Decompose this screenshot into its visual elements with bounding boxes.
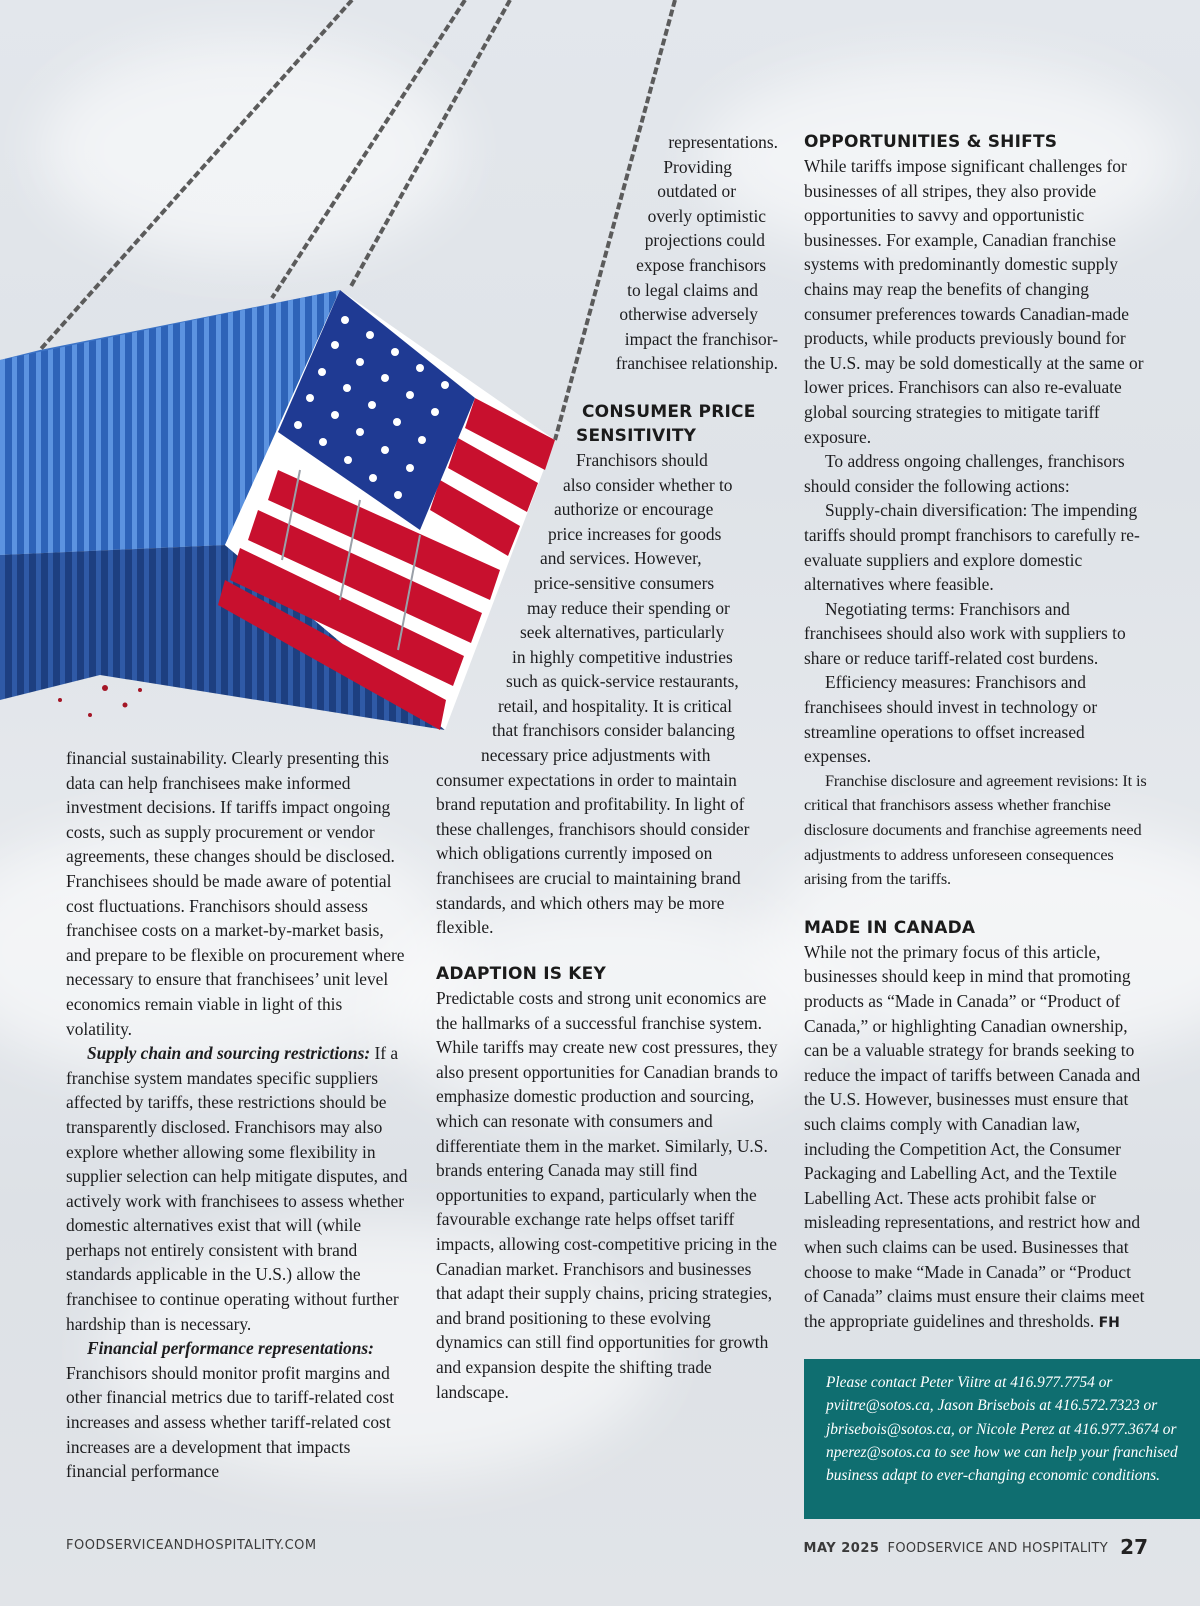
opps-paragraph-4: Negotiating terms: Franchisors and franchisees should also work with suppliers to share or reduce tariff-related cost burdens. xyxy=(804,598,1126,668)
column-1 xyxy=(66,746,408,1484)
opps-paragraph-1: While tariffs impose significant challenges for businesses of all stripes, they also provide opportunities to savvy and opportunistic businesses. For example, Canadian franchise systems with predominantly domestic supply chains may reap the benefits of changing consumer preferences towards Canadian-made products, while products previously bound for the U.S. may be sold domestically at the same or lower prices. Franchisors can also re-evaluate global sourcing strategies to mitigate tariff exposure. xyxy=(804,156,1144,447)
column-3 xyxy=(804,130,1149,1335)
consumer-price-text: Franchisors should also consider whether to authorize or encourage price increases for goods and services. However, price-sensitive consumers may reduce their spending or seek alternatives, particularly in highly competitive industries such as quick-service restaurants, retail, and hospitality. It is critical that franchisors consider balancing necessary price adjustments with xyxy=(481,449,739,766)
col1-paragraph-2: Supply chain and sourcing restrictions: If a franchise system mandates specific suppliers affected by tariffs, these restrictions should be transparently disclosed. Franchisors may also explore whether allowing some flexibility in supplier selection can help mitigate disputes, and actively work with franchisees to assess whether domestic alternatives exist that will (while perhaps not entirely consistent with brand standards applicable in the U.S.) allow the franchisee to continue operating without further hardship than is necessary. xyxy=(66,1043,408,1334)
heading-consumer-price-sensitivity: CONSUMER PRICE SENSITIVITY xyxy=(576,401,756,446)
contact-text: Please contact Peter Viitre at 416.977.7754 or pviitre@sotos.ca, Jason Brisebois at 416.572.7323 or jbrisebois@sotos.ca, or Nicole Perez at 416.977.3674 or nperez@sotos.ca to see how we can help your franchised business adapt to ever-changing economic conditions. xyxy=(826,1374,1178,1485)
page-footer xyxy=(66,1535,1148,1559)
column-2-top xyxy=(436,130,778,940)
page-number: 27 xyxy=(1120,1535,1148,1559)
opps-paragraph-6: Franchise disclosure and agreement revisions: It is critical that franchisors assess whether franchise disclosure documents and franchise agreements need adjustments to address unforeseen consequences arising from the tariffs. xyxy=(804,770,1147,889)
opps-paragraph-2: To address ongoing challenges, franchisors should consider the following actions: xyxy=(804,451,1125,496)
col1-paragraph-3: Financial performance representations: Franchisors should monitor profit margins and other financial metrics due to tariff-related cost increases and assess whether tariff-related cost increases are a development that impacts financial performance xyxy=(66,1338,395,1482)
footer-issue-info xyxy=(804,1535,1148,1559)
contact-box xyxy=(804,1359,1200,1519)
opps-paragraph-3: Supply-chain diversification: The impending tariffs should prompt franchisors to carefully re-evaluate suppliers and explore domestic alternatives where feasible. xyxy=(804,500,1140,595)
col1-paragraph-1: financial sustainability. Clearly presenting this data can help franchisees make informed investment decisions. If tariffs impact ongoing costs, such as supply procurement or vendor agreements, these changes should be disclosed. Franchisees should be made aware of potential cost fluctuations. Franchisors should assess franchisee costs on a market-by-market basis, and prepare to be flexible on procurement where necessary to ensure that franchisees’ unit level economics remain viable in light of this volatility. xyxy=(66,748,405,1039)
representations-text: representations. Providing outdated or overly optimistic projections could expose franchisors to legal claims and otherwise adversely impact the franchisor- franchisee relationship. xyxy=(615,132,778,374)
column-2-bottom xyxy=(436,962,778,1404)
footer-website[interactable]: FOODSERVICEANDHOSPITALITY.COM xyxy=(66,1538,317,1553)
made-in-canada-paragraph: While not the primary focus of this article, businesses should keep in mind that promoting products as “Made in Canada” or “Product of Canada,” or highlighting Canadian ownership, can be a valuable strategy for brands seeking to reduce the impact of tariffs between Canada and the U.S. However, businesses must ensure that such claims comply with Canadian law, including the Competition Act, the Consumer Packaging and Labelling Act, and the Textile Labelling Act. These acts prohibit false or misleading representations, and restrict how and when such claims can be used. Businesses that choose to make “Made in Canada” or “Product of Canada” claims must ensure their claims meet the appropriate guidelines and thresholds. FH xyxy=(804,941,1145,1331)
financial-performance-lead: Financial performance representations: xyxy=(87,1338,374,1359)
fh-end-mark: FH xyxy=(1098,1314,1120,1331)
heading-opportunities-shifts: OPPORTUNITIES & SHIFTS xyxy=(804,132,1058,152)
opps-paragraph-5: Efficiency measures: Franchisors and franchisees should invest in technology or streamline operations to offset increased expenses. xyxy=(804,672,1098,767)
adaption-paragraph: Predictable costs and strong unit economics are the hallmarks of a successful franchise system. While tariffs may create new cost pressures, they also present opportunities for Canadian brands to emphasize domestic production and sourcing, which can resonate with consumers and differentiate them in the market. Similarly, U.S. brands entering Canada may still find opportunities to expand, particularly when the favourable exchange rate helps offset tariff impacts, allowing cost-competitive pricing in the Canadian market. Franchisors and businesses that adapt their supply chains, pricing strategies, and brand positioning to these evolving dynamics can still find opportunities for growth and expansion despite the shifting trade landscape. xyxy=(436,988,778,1402)
consumer-price-text-rest: consumer expectations in order to maintain brand reputation and profitability. In light of these challenges, franchisors should consider which obligations currently imposed on franchisees are crucial to maintaining brand standards, and which others may be more flexible. xyxy=(436,769,750,938)
heading-made-in-canada: MADE IN CANADA xyxy=(804,917,976,938)
footer-date: MAY 2025 xyxy=(803,1541,880,1556)
heading-adaption-is-key: ADAPTION IS KEY xyxy=(436,964,606,984)
supply-chain-lead: Supply chain and sourcing restrictions: xyxy=(87,1043,371,1064)
footer-publication: FOODSERVICE AND HOSPITALITY xyxy=(887,1541,1109,1556)
